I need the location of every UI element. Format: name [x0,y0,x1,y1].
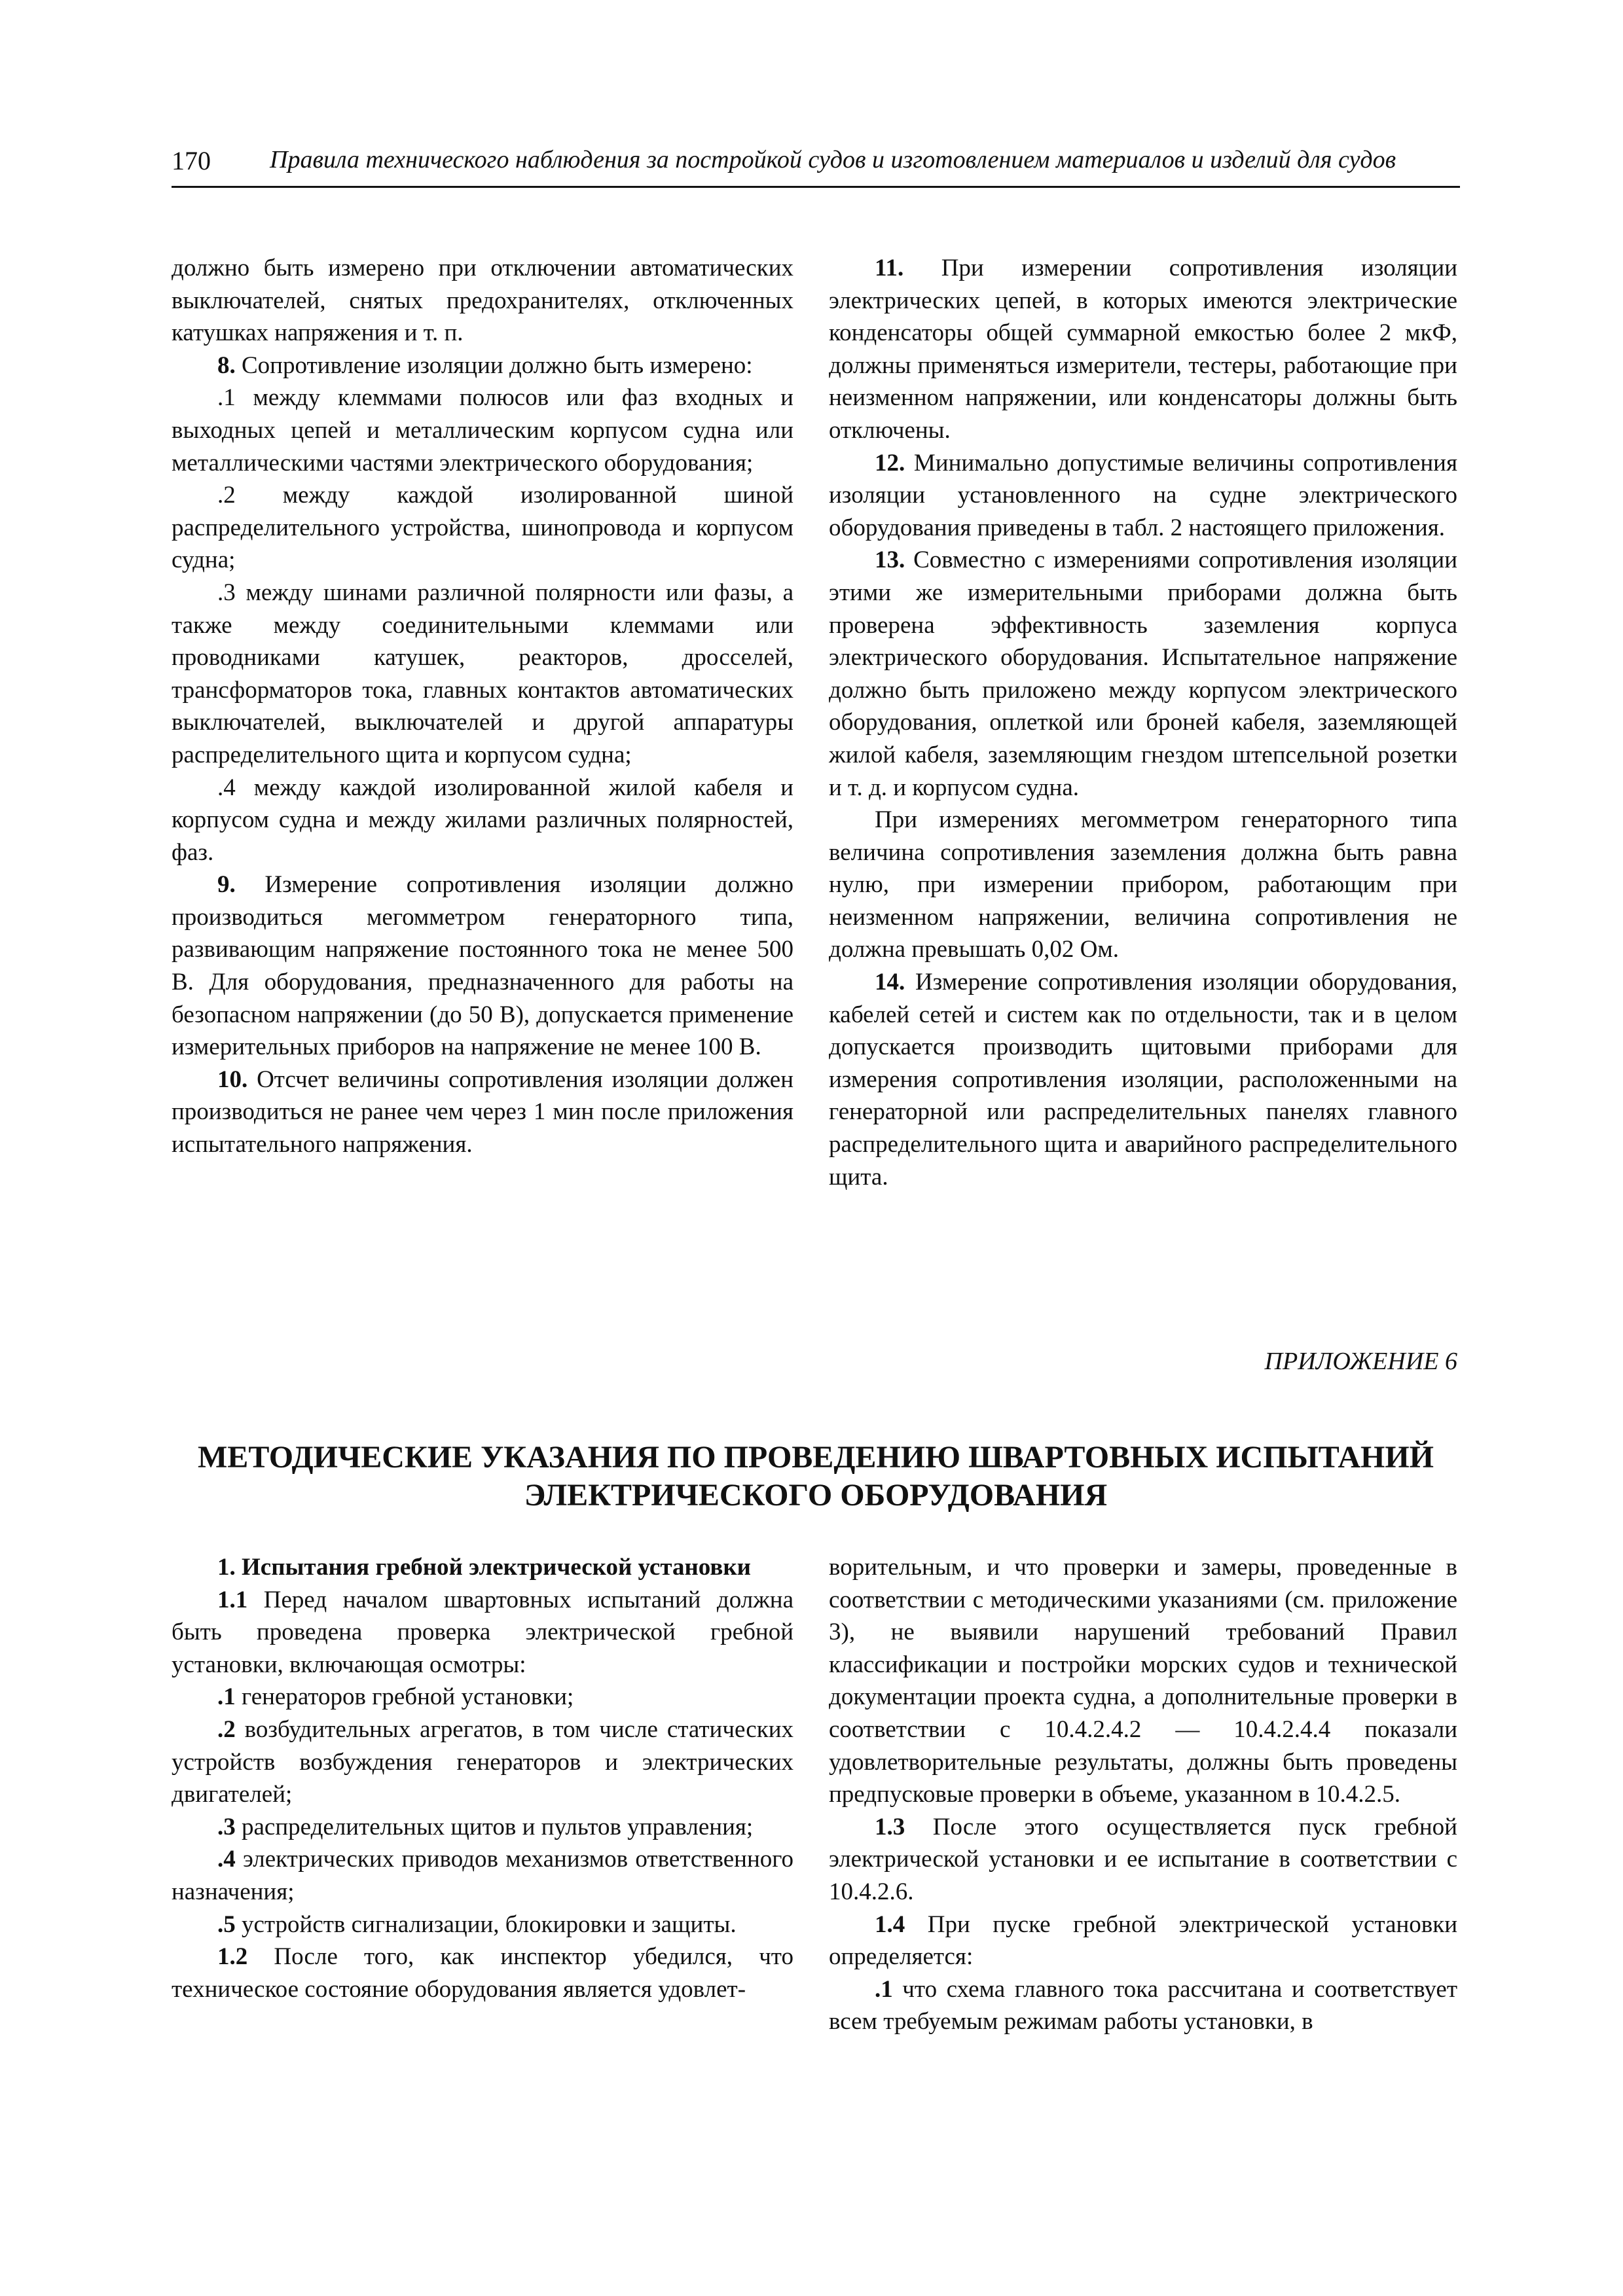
paragraph-text: электрических приводов механизмов ответственного назначения; [172,1846,793,1905]
item-number: 11. [875,255,904,281]
item-number: 9. [217,871,236,899]
item-number: .5 [217,1910,236,1938]
paragraph-text: Минимально допустимые величины сопротивления изоляции установленного на судне электрического оборудования приведены в табл. 2 настоящего приложения. [829,449,1457,541]
paragraph [172,1584,793,1681]
item-number: .2 [217,1715,236,1743]
item-number: 1.4 [875,1910,905,1938]
paragraph [172,350,793,382]
paragraph [172,382,793,479]
paragraph-text: При измерениях мегомметром генераторного типа величина сопротивления заземления должна быть равна нулю, при измерении прибором, работающим при неизменном напряжении, величина сопротивления не должна превышать 0,02 Ом. [829,806,1457,963]
paragraph-text: устройств сигнализации, блокировки и защиты. [235,1910,737,1938]
running-title: Правила технического наблюдения за постройкой судов и изготовлением материалов и изделий для судов [270,146,1396,173]
paragraph [172,1909,793,1941]
appendix-label: ПРИЛОЖЕНИЕ 6 [1264,1348,1457,1375]
paragraph-text: должно быть измерено при отключении автоматических выключателей, снятых предохранителях, отключенных катушках напряжения и т. п. [172,255,793,347]
paragraph [829,1811,1457,1909]
paragraph-text: Измерение сопротивления изоляции должно производиться мегомметром генераторного типа, развивающим напряжение постоянного тока не менее 500 В. Для оборудования, предназначенного для работы на безопасном напряжении (до 50 В), допускается применение измерительных приборов на напряжение не менее 100 В. [172,871,793,1061]
item-number: 10. [217,1066,248,1093]
paragraph [172,1064,793,1161]
paragraph [829,1551,1457,1811]
paragraph-text: При пуске гребной электрической установки определяется: [829,1910,1457,1971]
paragraph [172,772,793,869]
paragraph [172,1811,793,1844]
item-number: 1.1 [217,1586,248,1613]
paragraph-text: .1 между клеммами полюсов или фаз входных и выходных цепей и металлическим корпусом судна или металлическими частями электрического оборудования; [172,384,793,476]
paragraph-text: Измерение сопротивления изоляции оборудования, кабелей сетей и систем как по отдельности, так и в целом допускается производить щитовыми приборами для измерения сопротивления изоляции, расположенными на генераторной или распределительных панелях главного распределительного щита и аварийного распределительного щита. [829,969,1457,1191]
paragraph [829,447,1457,545]
page-header [172,145,1460,188]
paragraph [172,252,793,350]
paragraph [172,1681,793,1713]
paragraph-text: При измерении сопротивления изоляции электрических цепей, в которых имеются электрические конденсаторы общей суммарной емкостью более 2 мкФ, должны применяться измерители, тестеры, работающие при неизменном напряжении, или конденсаторы должны быть отключены. [829,255,1457,444]
lower-left-column [172,1551,793,2005]
paragraph [172,479,793,577]
paragraph [172,869,793,1064]
item-number: 14. [875,969,905,996]
paragraph-text: возбудительных агрегатов, в том числе статических устройств возбуждения генераторов и электрических двигателей; [172,1715,793,1808]
item-number: .1 [875,1975,893,2003]
paragraph [829,252,1457,447]
paragraph-text: Сопротивление изоляции должно быть измерено: [235,351,753,379]
paragraph-text: .2 между каждой изолированной шиной распределительного устройства, шинопровода и корпусом судна; [172,482,793,574]
upper-left-column [172,252,793,1161]
lower-right-column [829,1551,1457,2038]
item-number: .1 [217,1683,236,1711]
paragraph [829,966,1457,1193]
item-number: .3 [217,1813,236,1840]
paragraph-text: .3 между шинами различной полярности или фазы, а также между соединительными клеммами или проводниками катушек, реакторов, дросселей, трансформаторов тока, главных контактов автоматических выключателей, выключателей и другой аппаратуры распределительного щита и корпусом судна; [172,579,793,768]
paragraph [829,1973,1457,2038]
paragraph [172,1843,793,1908]
paragraph [829,544,1457,804]
paragraph [172,1713,793,1811]
paragraph-text: После этого осуществляется пуск гребной электрической установки и ее испытание в соответствии с 10.4.2.6. [829,1813,1457,1905]
paragraph [172,1941,793,2005]
paragraph [829,1909,1457,1973]
paragraph-text: .4 между каждой изолированной жилой кабеля и корпусом судна и между жилами различных полярностей, фаз. [172,774,793,866]
paragraph-text: ворительным, и что проверки и замеры, проведенные в соответствии с методическими указаниями (см. приложение 3), не выявили нарушений требований Правил классификации и постройки морских судов и технической документации проекта судна, а дополнительные проверки в соответствии с 10.4.2.4.2 — 10.4.2.4.4 показали удовлетворительные результаты, должны быть проведены предпусковые проверки в объеме, указанном в 10.4.2.5. [829,1554,1457,1808]
paragraph-text: что схема главного тока рассчитана и соответствует всем требуемым режимам работы установки, в [829,1975,1457,2036]
item-number: 13. [875,547,905,574]
paragraph [172,577,793,772]
subsection-heading: 1. Испытания гребной электрической установки [217,1554,751,1581]
upper-right-column [829,252,1457,1193]
paragraph-text: Совместно с измерениями сопротивления изоляции этими же измерительными приборами должна быть проверена эффективность заземления корпуса электрического оборудования. Испытательное напряжение должно быть приложено между корпусом электрического оборудования, оплеткой или броней кабеля, заземляющей жилой кабеля, заземляющим гнездом штепсельной розетки и т. д. и корпусом судна. [829,547,1457,801]
item-number: .4 [217,1846,236,1873]
paragraph-text: После того, как инспектор убедился, что техническое состояние оборудования является удовлет- [172,1943,793,2003]
paragraph-text: генераторов гребной установки; [235,1683,574,1711]
item-number: 1.2 [217,1943,248,1971]
paragraph-text: Отсчет величины сопротивления изоляции должен производиться не ранее чем через 1 мин после приложения испытательного напряжения. [172,1066,793,1158]
item-number: 1.3 [875,1813,905,1840]
page-number: 170 [172,146,211,175]
item-number: 8. [217,351,236,379]
paragraph-text: распределительных щитов и пультов управления; [235,1813,754,1840]
paragraph [829,804,1457,966]
paragraph-text: Перед началом швартовных испытаний должна быть проведена проверка электрической гребной установки, включающая осмотры: [172,1586,793,1678]
item-number: 12. [875,449,905,476]
section-title: МЕТОДИЧЕСКИЕ УКАЗАНИЯ ПО ПРОВЕДЕНИЮ ШВАРТОВНЫХ ИСПЫТАНИЙ ЭЛЕКТРИЧЕСКОГО ОБОРУДОВАНИЯ [198,1440,1434,1513]
